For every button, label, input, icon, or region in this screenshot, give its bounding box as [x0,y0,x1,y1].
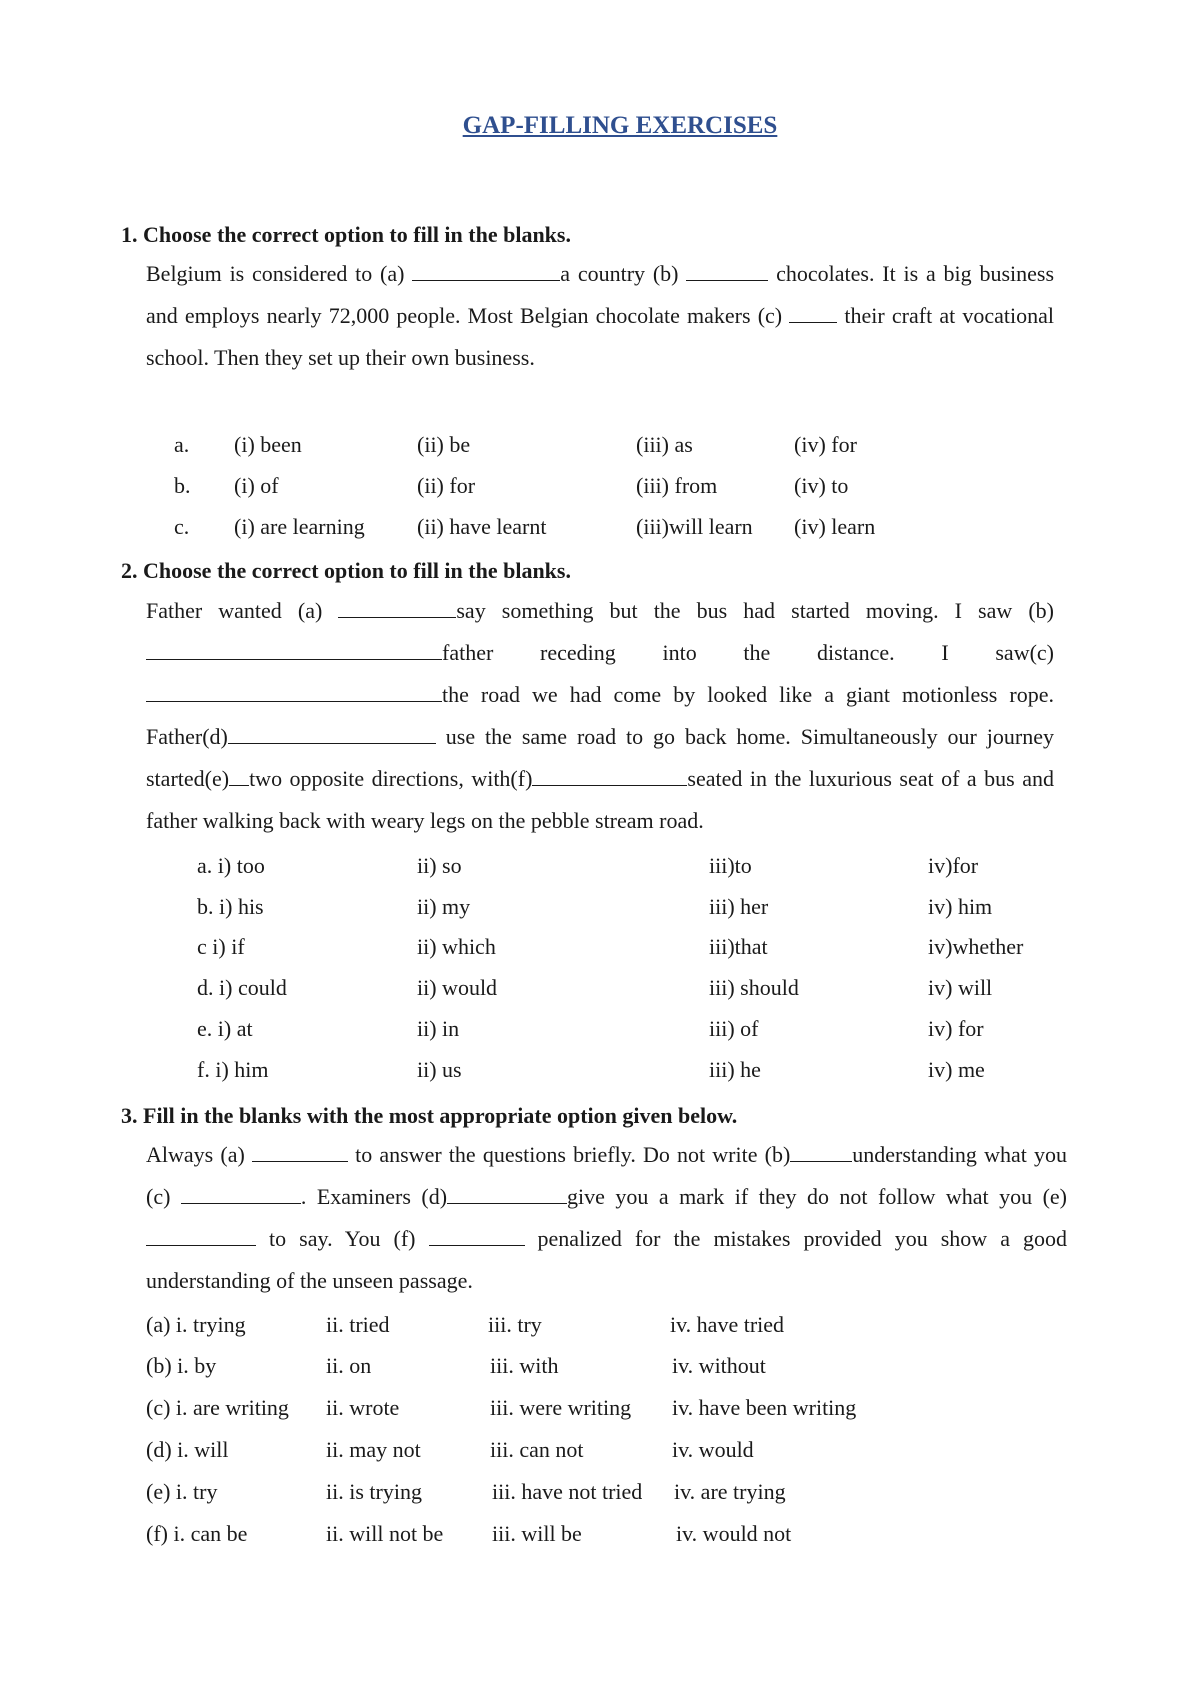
q1-option-row-c [0,514,1200,554]
option[interactable]: e. i) at [197,1016,253,1041]
option[interactable]: iii. can not [490,1437,584,1462]
blank-e[interactable] [146,1225,256,1246]
option[interactable]: iii. will be [492,1521,582,1546]
option[interactable]: (a) i. trying [146,1312,246,1337]
option[interactable]: b. i) his [197,894,264,919]
option-label: b. [174,473,191,498]
option[interactable]: iii) her [709,894,769,919]
option[interactable]: iv. have tried [670,1312,785,1337]
question-1-heading: 1. Choose the correct option to fill in the blanks. [121,222,571,247]
option[interactable]: ii) us [417,1057,462,1082]
blank-d[interactable] [447,1183,567,1204]
option[interactable]: iii) of [709,1016,759,1041]
question-3-heading: 3. Fill in the blanks with the most appropriate option given below. [121,1103,738,1128]
passage-text: Belgium is considered to (a) [146,261,413,286]
option[interactable]: iii) he [709,1057,761,1082]
option[interactable]: (iv) learn [794,514,876,539]
option-label: a. [174,432,190,457]
option[interactable]: (iii)will learn [636,514,753,539]
option[interactable]: ii) which [417,934,496,959]
passage-text: seated in the luxurious seat of a bus and father walking back with weary legs on the pebble stream road. [146,766,1054,833]
option[interactable]: iv. would not [676,1521,792,1546]
blank-c[interactable] [789,302,837,323]
q3-option-row-d [0,1437,1200,1477]
q2-option-row-d [0,975,1200,1015]
option[interactable]: (iii) as [636,432,693,457]
option[interactable]: iv. have been writing [672,1395,857,1420]
q3-option-row-b [0,1353,1200,1393]
option[interactable]: ii. wrote [326,1395,400,1420]
option[interactable]: d. i) could [197,975,287,1000]
option[interactable]: iii)that [709,934,768,959]
blank-c[interactable] [146,681,442,702]
option[interactable]: (c) i. are writing [146,1395,289,1420]
passage-text: their craft at vocational school. Then they set up their own business. [146,303,1054,370]
page-title: GAP-FILLING EXERCISES [462,112,778,139]
passage-text: a country (b) [560,261,687,286]
option[interactable]: (i) are learning [234,514,365,539]
option[interactable]: ii. on [326,1353,372,1378]
question-2-passage [146,590,1054,842]
blank-a[interactable] [412,260,560,281]
option[interactable]: (ii) be [417,432,471,457]
option[interactable]: iv)whether [928,934,1024,959]
blank-c[interactable] [181,1183,301,1204]
option[interactable]: (i) been [234,432,302,457]
option[interactable]: iv. are trying [674,1479,786,1504]
option[interactable]: f. i) him [197,1057,269,1082]
option[interactable]: iv. would [672,1437,754,1462]
passage-text: give you a mark if they do not follow what you (e) [567,1184,1067,1209]
option[interactable]: iv. without [672,1353,766,1378]
q3-option-row-c [0,1395,1200,1435]
passage-text: . Examiners (d) [300,1184,448,1209]
option[interactable]: (b) i. by [146,1353,217,1378]
option[interactable]: (iv) for [794,432,857,457]
q2-option-row-f [0,1057,1200,1097]
passage-text: father receding into the distance. I saw(c) [442,640,1054,665]
option[interactable]: ii. tried [326,1312,390,1337]
option[interactable]: ii) so [417,853,462,878]
option[interactable]: (d) i. will [146,1437,229,1462]
option[interactable]: c i) if [197,934,245,959]
option[interactable]: iii. with [490,1353,559,1378]
blank-b[interactable] [790,1141,852,1162]
option[interactable]: iv)for [928,853,979,878]
passage-text: to say. You (f) [256,1226,429,1251]
passage-text: the road we had come by looked like a giant motionless rope. Father(d) [146,682,1054,749]
question-3-passage [146,1134,1067,1302]
passage-text: Always (a) [146,1142,252,1167]
option[interactable]: iii) should [709,975,799,1000]
option[interactable]: ii. will not be [326,1521,444,1546]
option[interactable]: ii) in [417,1016,460,1041]
q2-option-row-b [0,894,1200,934]
option[interactable]: (iii) from [636,473,718,498]
passage-text: understanding what you (c) [146,1142,1067,1209]
blank-a[interactable] [252,1141,348,1162]
passage-text: to answer the questions briefly. Do not write (b) [347,1142,791,1167]
option[interactable]: (f) i. can be [146,1521,248,1546]
question-1-passage [146,253,1054,379]
passage-text: penalized for the mistakes provided you show a good understanding of the unseen passage. [146,1226,1068,1293]
option[interactable]: iii. have not tried [492,1479,643,1504]
option-label: c. [174,514,190,539]
option[interactable]: iii. try [488,1312,542,1337]
option[interactable]: iii)to [709,853,752,878]
option[interactable]: (ii) have learnt [417,514,547,539]
q2-option-row-a [0,853,1200,893]
option[interactable]: ii. may not [326,1437,421,1462]
option[interactable]: a. i) too [197,853,265,878]
option[interactable]: iv) him [928,894,993,919]
option[interactable]: (iv) to [794,473,849,498]
blank-d[interactable] [228,723,436,744]
q3-option-row-e [0,1479,1200,1519]
option[interactable]: iii. were writing [490,1395,632,1420]
option[interactable]: (i) of [234,473,279,498]
option[interactable]: iv) will [928,975,993,1000]
q2-option-row-e [0,1016,1200,1056]
q1-option-row-a [0,432,1200,472]
q3-option-row-f [0,1521,1200,1561]
passage-text: chocolates. It is a big business and employs nearly 72,000 people. Most Belgian chocolate makers (c) [146,261,1055,328]
question-2-heading: 2. Choose the correct option to fill in the blanks. [121,558,571,583]
option[interactable]: ii. is trying [326,1479,422,1504]
option[interactable]: (ii) for [417,473,476,498]
passage-text: say something but the bus had started moving. I saw (b) [456,598,1054,623]
blank-b[interactable] [146,639,442,660]
blank-b[interactable] [686,260,768,281]
option[interactable]: ii) would [417,975,498,1000]
option[interactable]: iv) me [928,1057,985,1082]
passage-text: use the same road to go back home. Simultaneously our journey started(e) [146,724,1054,791]
q2-option-row-c [0,934,1200,974]
option[interactable]: (e) i. try [146,1479,218,1504]
blank-a[interactable] [338,597,456,618]
blank-e[interactable] [229,765,249,786]
blank-f[interactable] [429,1225,525,1246]
q1-option-row-b [0,473,1200,513]
q3-option-row-a [0,1312,1200,1352]
option[interactable]: ii) my [417,894,471,919]
blank-f[interactable] [532,765,687,786]
option[interactable]: iv) for [928,1016,984,1041]
passage-text: two opposite directions, with(f) [249,766,533,791]
passage-text: Father wanted (a) [146,598,339,623]
